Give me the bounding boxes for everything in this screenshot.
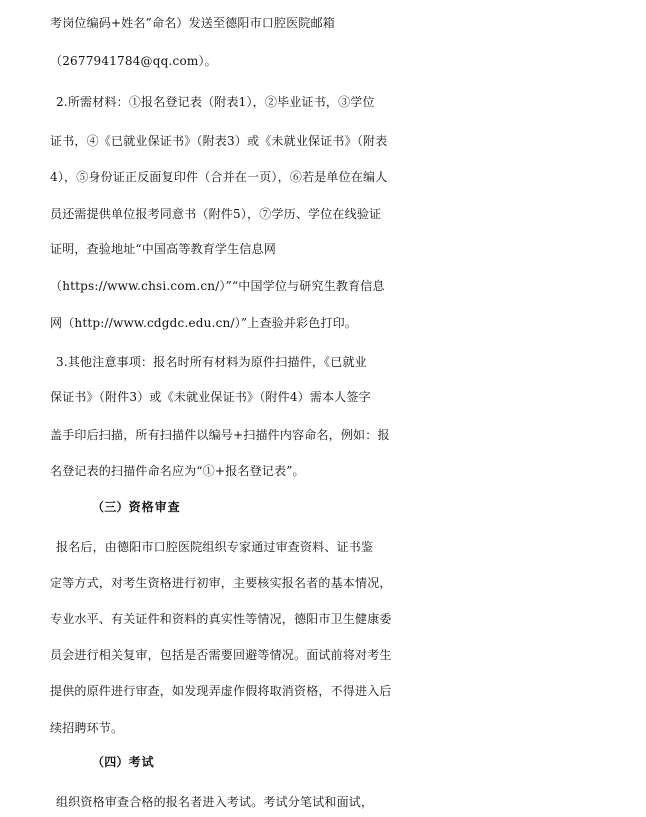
text-line: 提供的原件进行审查，如发现弄虚作假将取消资格，不得进入后: [50, 684, 392, 698]
heading-prefix: （四）: [92, 755, 129, 769]
text-line: 盖手印后扫描，所有扫描件以编号+扫描件内容命名，例如：报: [50, 428, 390, 442]
text-line: 证书，④《已就业保证书》（附表3）或《未就业保证书》（附表: [50, 134, 388, 148]
text-line: （https://www.chsi.com.cn/）”“中国学位与研究生教育信息: [50, 279, 385, 293]
text-line: 专业水平、有关证件和资料的真实性等情况，德阳市卫生健康委: [50, 612, 392, 626]
text-line: 名登记表的扫描件命名应为“①+报名登记表”。: [50, 464, 305, 478]
heading-title: 考试: [128, 755, 155, 769]
text-line: 证明，查验地址“中国高等教育学生信息网: [50, 242, 276, 256]
text-line: 保证书》（附件3）或《未就业保证书》（附件4）需本人签字: [50, 390, 371, 404]
section-heading-3: [0, 494, 646, 520]
text-line: 定等方式，对考生资格进行初审，主要核实报名者的基本情况，: [50, 576, 392, 590]
text-line: 报名后，由德阳市口腔医院组织专家通过审查资料、证书鉴: [56, 540, 374, 554]
text-line: 网（http://www.cdgdc.edu.cn/）”上查验并彩色打印。: [50, 316, 358, 330]
text-line: 员还需提供单位报考同意书（附件5），⑦学历、学位在线验证: [50, 207, 382, 221]
text-line: 2.所需材料：①报名登记表（附表1），②毕业证书，③学位: [56, 95, 375, 109]
text-line: 组织资格审查合格的报名者进入考试。考试分笔试和面试，: [56, 795, 374, 809]
text-line: 员会进行相关复审，包括是否需要回避等情况。面试前将对考生: [50, 648, 392, 662]
heading-title: 资格审查: [128, 500, 181, 514]
text-line: 3.其他注意事项：报名时所有材料为原件扫描件，《已就业: [56, 355, 367, 369]
text-line: 4），⑤身份证正反面复印件（合并在一页），⑥若是单位在编人: [50, 170, 388, 184]
heading-prefix: （三）: [92, 500, 129, 514]
text-line: 续招聘环节。: [50, 721, 124, 735]
section-heading-4: [0, 749, 646, 775]
text-line: （2677941784@qq.com）。: [50, 54, 217, 68]
text-line: 考岗位编码+姓名”命名）发送至德阳市口腔医院邮箱: [50, 16, 335, 30]
